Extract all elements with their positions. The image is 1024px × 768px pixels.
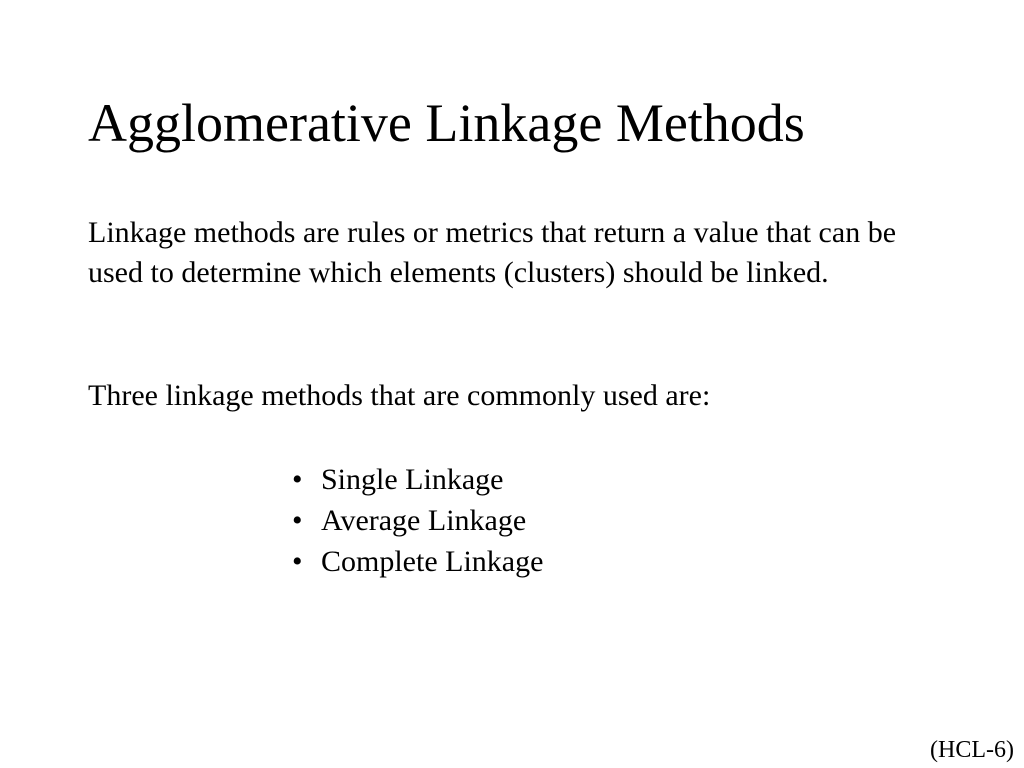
slide-title: Agglomerative Linkage Methods [88, 93, 805, 153]
list-item-label: Complete Linkage [321, 545, 544, 578]
list-item [292, 459, 543, 500]
list-item [292, 541, 543, 582]
list-item-label: Average Linkage [321, 504, 527, 537]
bullet-icon: • [292, 463, 303, 496]
intro-paragraph: Linkage methods are rules or metrics that return a value that can be used to determine which elements (clusters) should be linked. [88, 216, 897, 289]
bullet-icon: • [292, 545, 303, 578]
linkage-method-list [292, 459, 543, 582]
slide-number: (HCL-6) [930, 737, 1014, 763]
list-item [292, 500, 543, 541]
bullet-icon: • [292, 504, 303, 537]
list-item-label: Single Linkage [321, 463, 504, 496]
lead-sentence: Three linkage methods that are commonly used are: [88, 379, 711, 412]
